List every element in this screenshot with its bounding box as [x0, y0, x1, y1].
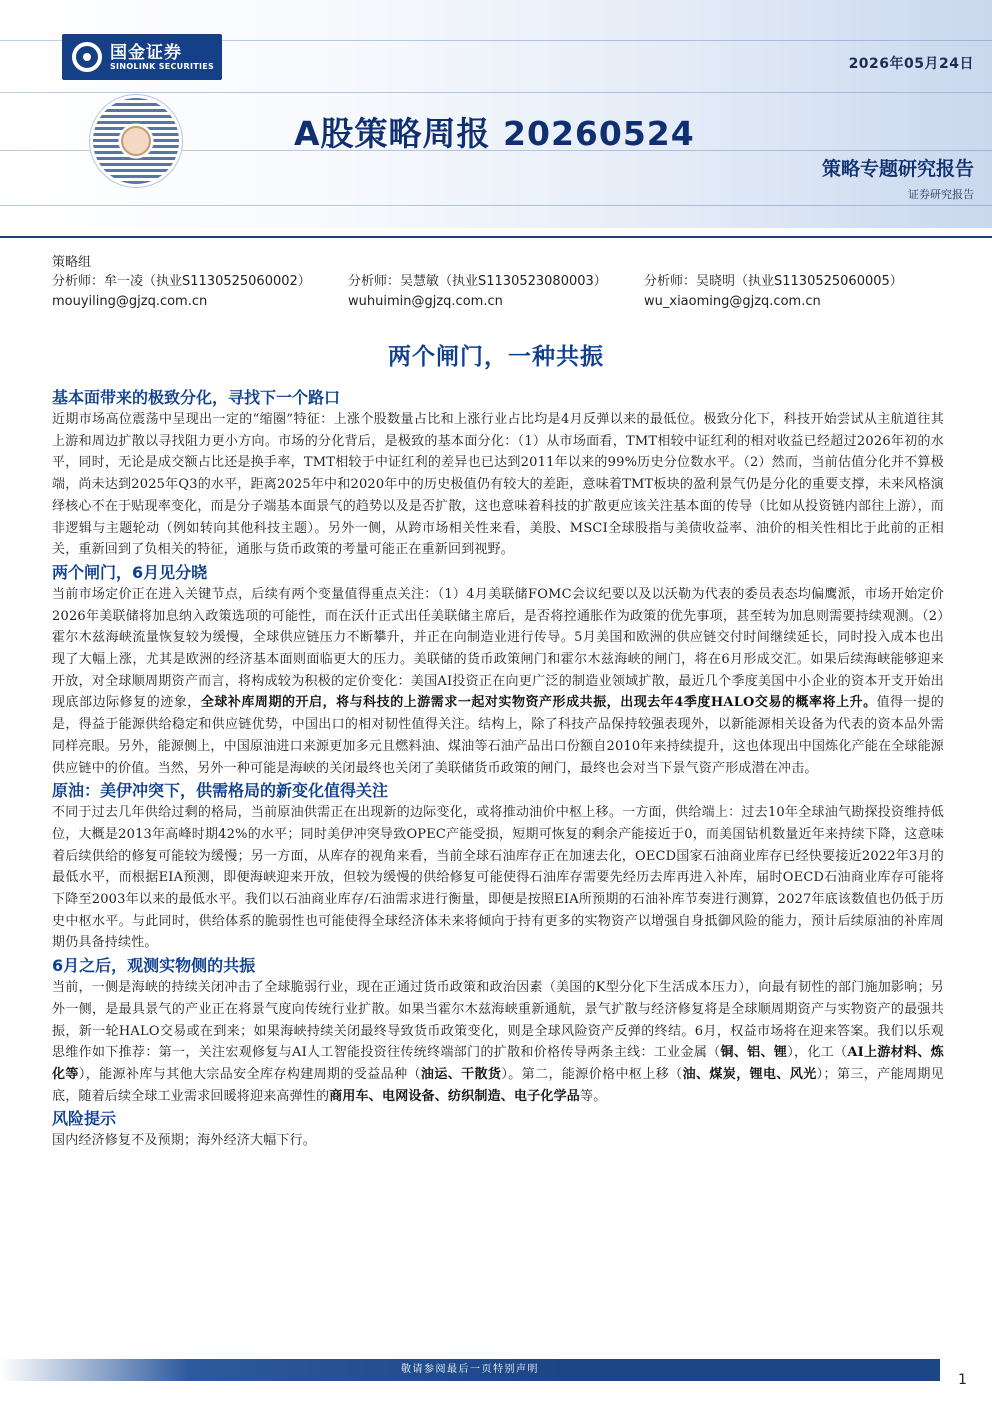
- analyst-1: [52, 272, 311, 312]
- decor-line: [0, 92, 992, 93]
- paragraph-text: ）；第三，产能周期见底，随着后续全球工业需求回暖将迎来高弹性的: [52, 1066, 945, 1104]
- paragraph-text: 等。: [580, 1088, 607, 1104]
- analyst-email[interactable]: mouyiling@gjzq.com.cn: [52, 294, 208, 309]
- section-heading: 基本面带来的极致分化，寻找下一个路口: [52, 388, 341, 407]
- analyst-email[interactable]: wu_xiaoming@gjzq.com.cn: [644, 294, 821, 309]
- section-paragraph: [52, 977, 944, 1107]
- section-paragraph: 不同于过去几年供给过剩的格局，当前原油供需正在出现新的边际变化，或将推动油价中枢上移。一方面，供给端上：过去10年全球油气勘探投资维持低位，大概是2013年高峰时期42%的水平；同时美伊冲突导致OPEC产能受损，短期可恢复的剩余产能接近于0，而美国钻机数量近年来持续下降，这意味着后续供给的修复可能较为缓慢；另一方面，从库存的视角来看，当前全球石油库存正在加速去化，OECD国家石油商业库存已经快要接近2022年3月的最低水平，而根据EIA预测，即便海峡迎来开放，但较为缓慢的供给修复可能使得石油库存需要先经历去库再进入补库，届时OECD石油商业库存可能将下降至2003年以来的最低水平。我们以石油商业库存/石油需求进行衡量，即便是按照EIA所预期的石油补库节奏进行测算，2027年底该数值也仍低于历史中枢水平。与此同时，供给体系的脆弱性也可能使得全球经济体未来将倾向于持有更多的实物资产以增强自身抵御风险的能力，预计后续原油的补库周期仍具备持续性。: [52, 805, 944, 951]
- analyst-email[interactable]: wuhuimin@gjzq.com.cn: [348, 294, 503, 309]
- report-body: [52, 386, 944, 1152]
- team-label: 策略组: [52, 255, 92, 270]
- paragraph-text: ），能源补库与其他大宗品安全库存构建周期的受益品种（: [78, 1066, 421, 1082]
- paragraph-text: ）。第二，能源价格中枢上移（: [501, 1066, 683, 1082]
- paragraph-text: 值得一提的是，得益于能源供给稳定和供应链优势，中国出口的相对韧性值得关注。结构上，除了科技产品保持较强表现外，以新能源相关设备为代表的资本品外需同样亮眼。另外，能源侧上，中国原油进口来源更加多元且燃料油、煤油等石油产品出口份额自2010年来持续提升，这也体现出中国炼化产能在全球能源供应链中的价值。当然，另外一种可能是海峡的关闭最终也关闭了美联储货币政策的闸门，最终也会对当下景气资产形成潜在冲击。: [52, 695, 944, 776]
- paragraph-bold-text: 油运、干散货: [420, 1066, 502, 1082]
- logo-en-text: SINOLINK SECURITIES: [110, 61, 215, 71]
- analyst-2: [348, 272, 607, 312]
- footer-notice: 敬请参阅最后一页特别声明: [401, 1364, 539, 1375]
- paragraph-bold-text: 油、煤炭，锂电、风光: [682, 1066, 817, 1082]
- qr-avatar-icon: [121, 126, 151, 156]
- analyst-name: 分析师：吴晓明（执业S1130525060005）: [644, 274, 903, 289]
- section-heading: 6月之后，观测实物侧的共振: [52, 956, 256, 976]
- report-date: 2026年05月24日: [848, 56, 974, 72]
- paragraph-bold-text: AI上游材料、炼化等: [52, 1045, 944, 1082]
- paragraph-bold-text: 全球补库周期的开启，将与科技的上游需求一起对实物资产形成共振，出现去年4季度HALO交易的概率将上升。: [200, 695, 877, 711]
- section-paragraph: 近期市场高位震荡中呈现出一定的“缩圈”特征：上涨个股数量占比和上涨行业占比均是4月反弹以来的最低位。极致分化下，科技开始尝试从主航道往其上游和周边扩散以寻找阻力更小方向。市场的分化背后，是极致的基本面分化：（1）从市场面看，TMT相较中证红利的相对收益已经超过2026年初的水平，同时，无论是成交额占比还是换手率，TMT相较于中证红利的差异也已达到2011年以来的99%历史分位数水平。（2）然而，当前估值分化并不算极端，尚未达到2025年Q3的水平，距离2025年中和2020年中的历史极值仍有较大的差距，意味着TMT板块的盈利景气仍是分化的重要支撑，未来风格演绎核心不在于贴现率变化，而是分子端基本面景气的趋势以及是否扩散，这也意味着科技的扩散更应该关注基本面的传导（比如从投资链内部往上游），而非逻辑与主题轮动（例如转向其他科技主题）。另外一侧，从跨市场相关性来看，美股、MSCI全球股指与美债收益率、油价的相关性相比于此前的正相关，重新回到了负相关的特征，通胀与货币政策的考量可能正在重新回到视野。: [52, 412, 944, 558]
- analyst-3: [644, 272, 903, 312]
- paragraph-bold-text: 铜、铝、锂: [720, 1045, 788, 1061]
- report-title: A股策略周报 20260524: [294, 114, 695, 153]
- paragraph-text: ），化工（: [787, 1045, 848, 1061]
- company-logo: [72, 42, 214, 72]
- section-heading: 原油：美伊冲突下，供需格局的新变化值得关注: [52, 781, 389, 801]
- section-paragraph: [52, 584, 944, 779]
- report-type: 策略专题研究报告: [821, 158, 974, 180]
- analyst-name: 分析师：牟一凌（执业S1130525060002）: [52, 274, 311, 289]
- section-heading: 风险提示: [52, 1109, 117, 1129]
- section-heading: 两个闸门，6月见分晓: [52, 562, 208, 582]
- paragraph-text: 当前市场定价正在进入关键节点，后续有两个变量值得重点关注：（1）4月美联储FOMC会议纪要以及以沃勒为代表的委员表态均偏鹰派，市场开始定价2026年美联储将加息纳入政策选项的可能性，而在沃什正式出任美联储主席后，是否将控通胀作为政策的优先事项，甚至转为加息则需要持续观测。（2）霍尔木兹海峡流量恢复较为缓慢，全球供应链压力不断攀升，并正在向制造业进行传导。5月美国和欧洲的供应链交付时间继续延长，同时投入成本也出现了大幅上涨，尤其是欧洲的经济基本面则面临更大的压力。美联储的货币政策闸门和霍尔木兹海峡的闸门，将在6月形成交汇。如果后续海峡能够迎来开放，对全球顺周期资产而言，将构成较为积极的定价变化：美国AI投资正在向更广泛的制造业领域扩散，最近几个季度美国中小企业的资本开支开始出现底部边际修复的迹象，: [52, 586, 944, 711]
- header-divider: [0, 236, 992, 238]
- report-subtype: 证券研究报告: [908, 188, 974, 201]
- decor-line: [0, 205, 992, 206]
- paragraph-bold-text: 商用车、电网设备、纺织制造、电子化学品: [329, 1088, 581, 1104]
- main-title: 两个闸门，一种共振: [388, 344, 604, 370]
- analyst-name: 分析师：吴慧敏（执业S1130523080003）: [348, 274, 607, 289]
- paragraph-text: 当前，一侧是海峡的持续关闭冲击了全球脆弱行业，现在正通过货币政策和政治因素（美国的K型分化下生活成本压力），向最有韧性的部门施加影响；另外一侧，是最具景气的产业正在将景气度向传统行业扩散。如果当霍尔木兹海峡重新通航，景气扩散与经济修复将是全球顺周期资产与实物资产的最强共振，新一轮HALO交易或在到来；如果海峡持续关闭最终导致货币政策变化，则是全球风险资产反弹的终结。6月，权益市场将在迎来答案。我们以乐观思维作如下推荐：第一，关注宏观修复与AI人工智能投资往传统终端部门的扩散和价格传导两条主线：工业金属（: [52, 980, 944, 1061]
- logo-mark-icon: [72, 42, 102, 72]
- analyst-list: [52, 272, 952, 314]
- section-paragraph: 国内经济修复不及预期；海外经济大幅下行。: [52, 1133, 317, 1149]
- page-number: 1: [958, 1372, 967, 1388]
- logo-cn-text: 国金证券: [110, 42, 182, 63]
